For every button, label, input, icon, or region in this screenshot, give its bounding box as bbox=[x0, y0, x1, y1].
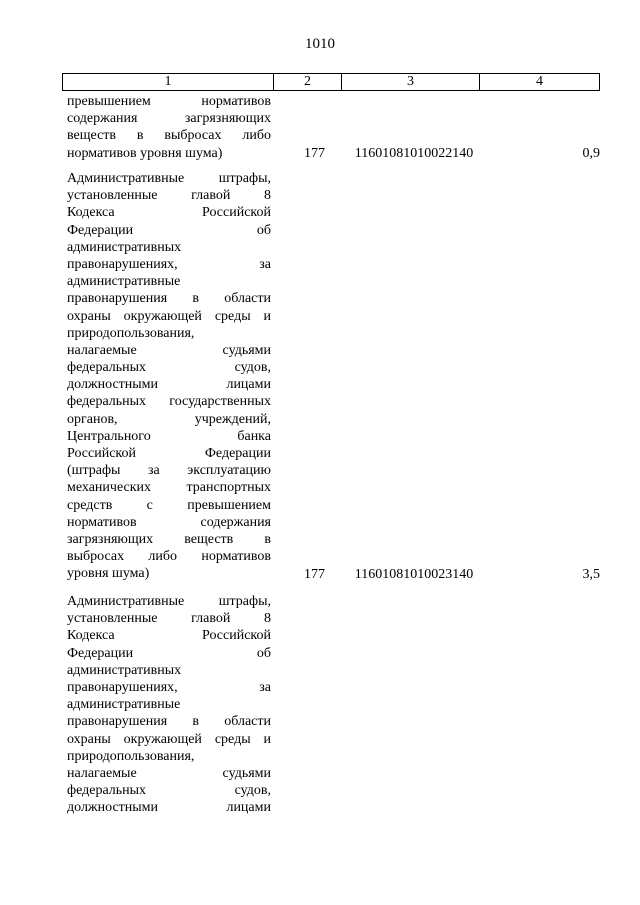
description-line: механических транспортных bbox=[67, 480, 271, 496]
description-line: административные bbox=[67, 274, 181, 290]
row-admin-code: 177 bbox=[304, 566, 325, 582]
description-line: Центрального банка bbox=[67, 428, 271, 444]
description-line: средств с превышением bbox=[67, 497, 271, 513]
description-line: установленные главой 8 bbox=[67, 188, 271, 204]
description-line: содержания загрязняющих bbox=[67, 111, 271, 127]
description-line: Административные штрафы, bbox=[67, 171, 271, 186]
description-line: должностными лицами bbox=[67, 800, 271, 816]
description-line: природопользования, bbox=[67, 748, 195, 764]
description-line: Российской Федерации bbox=[67, 446, 271, 461]
page-number: 1010 bbox=[305, 36, 335, 52]
description-line: правонарушения в области bbox=[67, 714, 271, 730]
description-line: органов, учреждений, bbox=[67, 411, 271, 427]
description-line: Федерации об bbox=[67, 222, 271, 238]
description-line: административных bbox=[67, 662, 182, 678]
row-description bbox=[67, 170, 271, 583]
row-description bbox=[67, 593, 271, 816]
row-kbk-code: 11601081010023140 bbox=[354, 566, 474, 582]
description-line: административных bbox=[67, 239, 182, 255]
description-line: Кодекса Российской bbox=[67, 628, 271, 644]
description-line: Федерации об bbox=[67, 645, 271, 661]
header-col-4: 4 bbox=[536, 74, 543, 89]
description-line: превышением нормативов bbox=[67, 94, 271, 109]
description-line: федеральных судов, bbox=[67, 360, 271, 376]
row-kbk-code: 11601081010022140 bbox=[354, 145, 474, 161]
description-line: Административные штрафы, bbox=[67, 594, 271, 609]
description-line: нормативов содержания bbox=[67, 514, 271, 530]
description-line: правонарушениях, за bbox=[67, 256, 271, 272]
description-line: (штрафы за эксплуатацию bbox=[67, 463, 271, 479]
description-line: федеральных государственных bbox=[67, 394, 271, 410]
row-amount: 0,9 bbox=[582, 145, 600, 161]
description-line: нормативов уровня шума) bbox=[67, 145, 223, 161]
description-line: установленные главой 8 bbox=[67, 611, 271, 627]
row-amount: 3,5 bbox=[582, 566, 600, 582]
description-line: охраны окружающей среды и bbox=[67, 308, 271, 324]
table-header bbox=[62, 73, 600, 91]
header-col-1: 1 bbox=[63, 74, 274, 90]
description-line: уровня шума) bbox=[67, 566, 150, 582]
description-line: охраны окружающей среды и bbox=[67, 731, 271, 747]
description-line: выбросах либо нормативов bbox=[67, 549, 271, 565]
row-description bbox=[67, 93, 271, 162]
description-line: Кодекса Российской bbox=[67, 205, 271, 221]
description-line: загрязняющих веществ в bbox=[67, 531, 271, 547]
description-line: правонарушениях, за bbox=[67, 679, 271, 695]
description-line: веществ в выбросах либо bbox=[67, 128, 271, 144]
description-line: правонарушения в области bbox=[67, 291, 271, 307]
header-col-2: 2 bbox=[274, 74, 342, 90]
description-line: должностными лицами bbox=[67, 377, 271, 393]
description-line: административные bbox=[67, 697, 181, 713]
description-line: федеральных судов, bbox=[67, 783, 271, 799]
description-line: природопользования, bbox=[67, 325, 195, 341]
header-col-3: 3 bbox=[342, 74, 480, 90]
description-line: налагаемые судьями bbox=[67, 765, 271, 781]
description-line: налагаемые судьями bbox=[67, 342, 271, 358]
row-admin-code: 177 bbox=[304, 145, 325, 161]
